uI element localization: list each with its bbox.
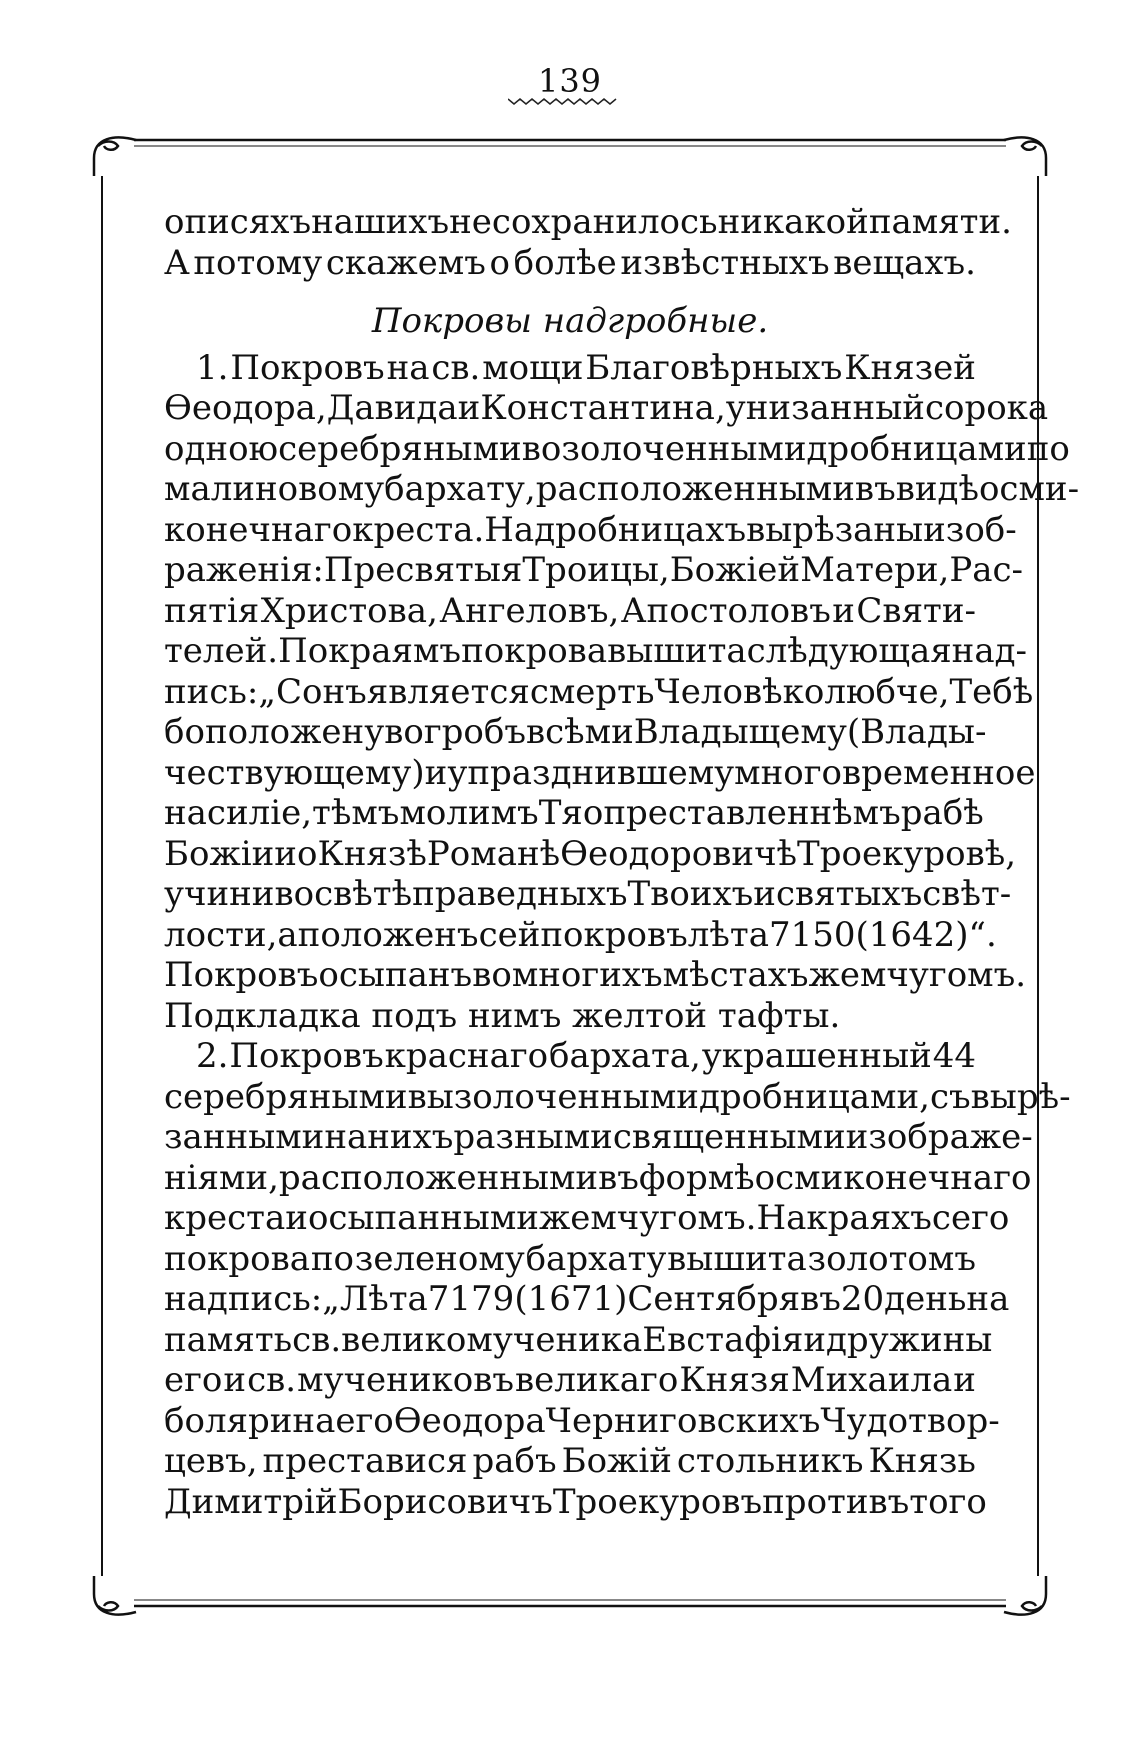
word: день (884, 1279, 967, 1319)
word: на (324, 1117, 368, 1157)
text-line (164, 1198, 1010, 1239)
ornamental-corner-icon (84, 1574, 144, 1624)
word: описяхъ (164, 202, 312, 242)
text-line (164, 1360, 976, 1401)
word: бархату (525, 1238, 667, 1279)
text-line (164, 202, 1012, 243)
word: о (582, 793, 604, 833)
word: Өеодоровичѣ (560, 833, 798, 874)
text-line (164, 1279, 1010, 1320)
word: Божіи (164, 833, 275, 874)
word: является (366, 671, 530, 712)
word: всѣми (526, 712, 634, 752)
word: Христова, (260, 590, 438, 631)
word: краямъ (328, 631, 462, 671)
word: Божій (561, 1441, 672, 1481)
word: сохранилось (491, 202, 718, 242)
word: краяхъ (806, 1198, 932, 1238)
word: Тя (538, 793, 583, 833)
word: Покровъ (230, 347, 385, 388)
word: Троицы, (522, 550, 670, 590)
word: унизанный (725, 388, 925, 428)
word: великомученика (341, 1319, 643, 1360)
word: и (424, 752, 448, 793)
word: мучениковъ (297, 1360, 514, 1400)
text-line (164, 671, 1034, 713)
text-line (164, 833, 1017, 875)
word: украшенный (701, 1036, 932, 1076)
word: дружины (826, 1319, 993, 1360)
word: о (296, 833, 318, 874)
word: упразднившему (447, 752, 735, 793)
word: 20 (840, 1279, 885, 1319)
ornamental-corner-icon (996, 128, 1056, 178)
word: бо (164, 712, 205, 752)
word: лѣта (687, 914, 769, 955)
page-number: 139 (537, 62, 603, 100)
word: чествующему) (164, 752, 425, 793)
word: зеленому (354, 1238, 525, 1279)
word: насиліе, (164, 793, 313, 833)
ornamental-corner-icon (996, 1574, 1056, 1624)
word: вышита (607, 631, 747, 671)
word: формѣ (638, 1157, 755, 1198)
word: праведныхъ (412, 874, 628, 914)
word: дробницами (806, 428, 1027, 469)
word: Благовѣрныхъ (585, 347, 843, 388)
word: дробницами, (698, 1076, 930, 1117)
text-line (164, 752, 1036, 794)
word: никакой (717, 202, 869, 242)
word: изображе- (845, 1117, 1033, 1157)
word: видѣ (895, 469, 979, 509)
word: расположенными (278, 1157, 599, 1198)
word: осми- (978, 469, 1080, 509)
word: жемчугомъ. (538, 1198, 757, 1238)
word: великаго (515, 1360, 679, 1400)
word: стольникъ (676, 1441, 864, 1481)
word: а (277, 914, 298, 955)
word: пятія (164, 590, 260, 631)
word: Михаила (790, 1360, 953, 1400)
word: Божіей (669, 550, 801, 590)
word: жемчугомъ. (808, 955, 1027, 995)
word: телей. (164, 631, 279, 671)
word: скажемъ (325, 242, 486, 283)
word: многовременное (734, 752, 1036, 793)
word: Покровъ (164, 955, 319, 995)
word: креста. (352, 509, 485, 550)
word: краснаго (384, 1036, 549, 1076)
word: креста (164, 1198, 286, 1238)
item-1 (164, 347, 1080, 1037)
word: одною (164, 428, 279, 469)
text-line (164, 550, 1024, 591)
word: Пресвятыя (323, 550, 523, 590)
word: память (164, 1319, 293, 1360)
word: Троекуровъ (552, 1481, 763, 1522)
body-text (164, 202, 1080, 1522)
word: 2. (196, 1036, 229, 1076)
word: покрова (461, 631, 608, 671)
word: въ (854, 469, 896, 509)
word: мѣстахъ (662, 955, 809, 995)
word: и (753, 874, 776, 914)
word: вещахъ. (833, 242, 976, 283)
word: лости, (164, 914, 278, 955)
text-line (164, 712, 987, 753)
word: 1. (196, 347, 229, 388)
word: Князѣ (317, 833, 427, 874)
word: конечнаго (164, 509, 353, 550)
word: золотомъ (807, 1238, 976, 1279)
word: по (310, 1238, 354, 1279)
text-line (164, 469, 1080, 510)
word: во (472, 955, 512, 995)
word: не (449, 202, 492, 242)
text-line (164, 1076, 1071, 1118)
word: Сентября (627, 1279, 801, 1319)
word: На (484, 509, 535, 550)
word: Апостоловъ (620, 590, 831, 631)
word: Рас- (949, 550, 1024, 590)
word: Матери, (800, 550, 950, 590)
word: и (832, 590, 855, 631)
word: серебряными (164, 1076, 408, 1117)
word: и (223, 1360, 247, 1400)
text-line (164, 388, 1049, 429)
word: бархата, (549, 1036, 701, 1076)
word: нашихъ (311, 202, 450, 242)
word: бархату, (384, 469, 536, 509)
word: на (966, 1279, 1010, 1319)
word: потому (193, 242, 323, 283)
word: гробъ (423, 712, 526, 752)
word: По (278, 631, 329, 671)
word: над- (951, 631, 1028, 671)
word: (Влады- (846, 712, 987, 752)
word: раженія: (164, 550, 324, 590)
word: рабѣ (900, 793, 984, 833)
word: Евстафія (642, 1319, 804, 1360)
word: серебряными (278, 428, 522, 469)
word: въ (800, 1279, 841, 1319)
word: свѣтѣ (314, 874, 413, 914)
word: возолоченными (521, 428, 807, 469)
page-number-ornament (508, 96, 620, 106)
text-line (164, 428, 1070, 470)
word: (1642)“. (855, 914, 997, 955)
word: вызолоченными (407, 1076, 699, 1117)
text-line (164, 793, 984, 834)
word: и (274, 833, 297, 874)
text-line (164, 1117, 1033, 1158)
text-line (164, 348, 976, 389)
word: 7150 (768, 914, 856, 955)
word: по (1026, 428, 1070, 469)
word: покрова (164, 1238, 311, 1279)
word: того (909, 1481, 987, 1522)
word: Константина, (480, 388, 726, 428)
text-line (164, 1441, 976, 1482)
word: Димитрій (164, 1481, 338, 1522)
word: Романѣ (426, 833, 561, 874)
word: расположенными (535, 469, 855, 509)
word: болѣе (513, 242, 617, 283)
word: А (164, 242, 190, 283)
word: „Лѣта (322, 1279, 428, 1319)
word: св. (431, 347, 481, 388)
word: малиновому (164, 469, 385, 509)
word: Покровъ (229, 1036, 384, 1076)
word: многихъ (511, 955, 663, 995)
word: надпись: (164, 1279, 323, 1319)
word: Святи- (856, 590, 976, 631)
word: и (803, 1319, 826, 1360)
word: Твоихъ (627, 874, 754, 914)
word: вырѣ- (970, 1076, 1071, 1117)
word: нихъ (367, 1117, 454, 1157)
word: Князь (868, 1441, 976, 1481)
word: сей (478, 914, 541, 955)
word: (1671) (514, 1279, 628, 1319)
word: во (274, 874, 315, 914)
word: 44 (932, 1036, 976, 1076)
word: извѣстныхъ (620, 242, 830, 283)
word: занными (164, 1117, 325, 1157)
word: пись: (164, 671, 259, 712)
word: цевъ, (164, 1441, 258, 1481)
text-line (164, 631, 1028, 672)
word: вырѣзаны (746, 509, 924, 550)
word: преставленнѣмъ (603, 793, 901, 833)
word: сорока (924, 388, 1049, 428)
word: на (386, 347, 430, 388)
text-line (164, 1481, 987, 1523)
word: Борисовичъ (337, 1481, 553, 1522)
word: положенъ (297, 914, 479, 955)
text-line (164, 1157, 1032, 1199)
word: противъ (762, 1481, 910, 1522)
word: Давида (326, 388, 458, 428)
word: во (384, 712, 424, 752)
word: Тебѣ (949, 671, 1034, 712)
word: болярина (164, 1400, 336, 1441)
word: осмиконечнаго (754, 1157, 1032, 1198)
word: его (335, 1400, 394, 1441)
word: въ (598, 1157, 639, 1198)
word: Троекуровѣ, (797, 833, 1017, 874)
word: слѣдующая (746, 631, 952, 671)
word: Князя (679, 1360, 790, 1400)
word: Человѣколюбче, (654, 671, 950, 712)
word: Өеодора, (164, 388, 327, 428)
text-line (164, 955, 1027, 996)
word: св. (247, 1360, 297, 1400)
word: преставися (262, 1441, 468, 1481)
word: Ангеловъ, (439, 590, 620, 631)
word: вышита (667, 1238, 807, 1279)
word: Өеодора (393, 1400, 546, 1441)
word: дробницахъ (534, 509, 747, 550)
word: 7179 (427, 1279, 515, 1319)
word: тѣмъ (312, 793, 400, 833)
text-line (164, 914, 997, 956)
word: мощи (482, 347, 584, 388)
word: смерть (529, 671, 655, 712)
word: о (489, 242, 510, 283)
text-line (164, 243, 976, 284)
text-line (164, 509, 1017, 551)
word: сего (931, 1198, 1010, 1238)
text-line (164, 874, 1012, 915)
word: изоб- (923, 509, 1017, 550)
word: осыпанными (307, 1198, 539, 1238)
word: и (457, 388, 481, 428)
word: священными (612, 1117, 846, 1157)
text-line (164, 1239, 976, 1280)
word: свѣт- (922, 874, 1012, 914)
word: и (285, 1198, 308, 1238)
text-line (164, 996, 976, 1037)
word: молимъ (399, 793, 539, 833)
word: его (164, 1360, 223, 1400)
word: памяти. (868, 202, 1012, 242)
text-line (164, 1400, 1000, 1442)
word: и (953, 1360, 976, 1400)
word: Князей (844, 347, 976, 388)
section-heading: Покровы надгробные. (371, 301, 769, 341)
word: положену (204, 712, 385, 752)
word: св. (292, 1319, 342, 1360)
word: Владыщему (633, 712, 847, 752)
text-line-content: Подкладка подъ нимъ желтой тафты. (164, 995, 841, 1036)
word: ніями, (164, 1157, 279, 1198)
word: „Сонъ (258, 671, 367, 712)
text-line (164, 1036, 976, 1077)
word: На (756, 1198, 807, 1238)
word: разными (453, 1117, 613, 1157)
item-2 (164, 1036, 1071, 1522)
word: святыхъ (775, 874, 923, 914)
page-frame (94, 136, 1080, 1616)
text-line (164, 591, 976, 632)
word: Чудотвор- (820, 1400, 1000, 1441)
text-line (164, 1319, 993, 1361)
word: осыпанъ (318, 955, 473, 995)
ornamental-corner-icon (84, 128, 144, 178)
word: покровъ (540, 914, 688, 955)
word: съ (929, 1076, 971, 1117)
word: учини (164, 874, 275, 914)
word: Черниговскихъ (545, 1400, 821, 1441)
word: рабъ (472, 1441, 557, 1481)
